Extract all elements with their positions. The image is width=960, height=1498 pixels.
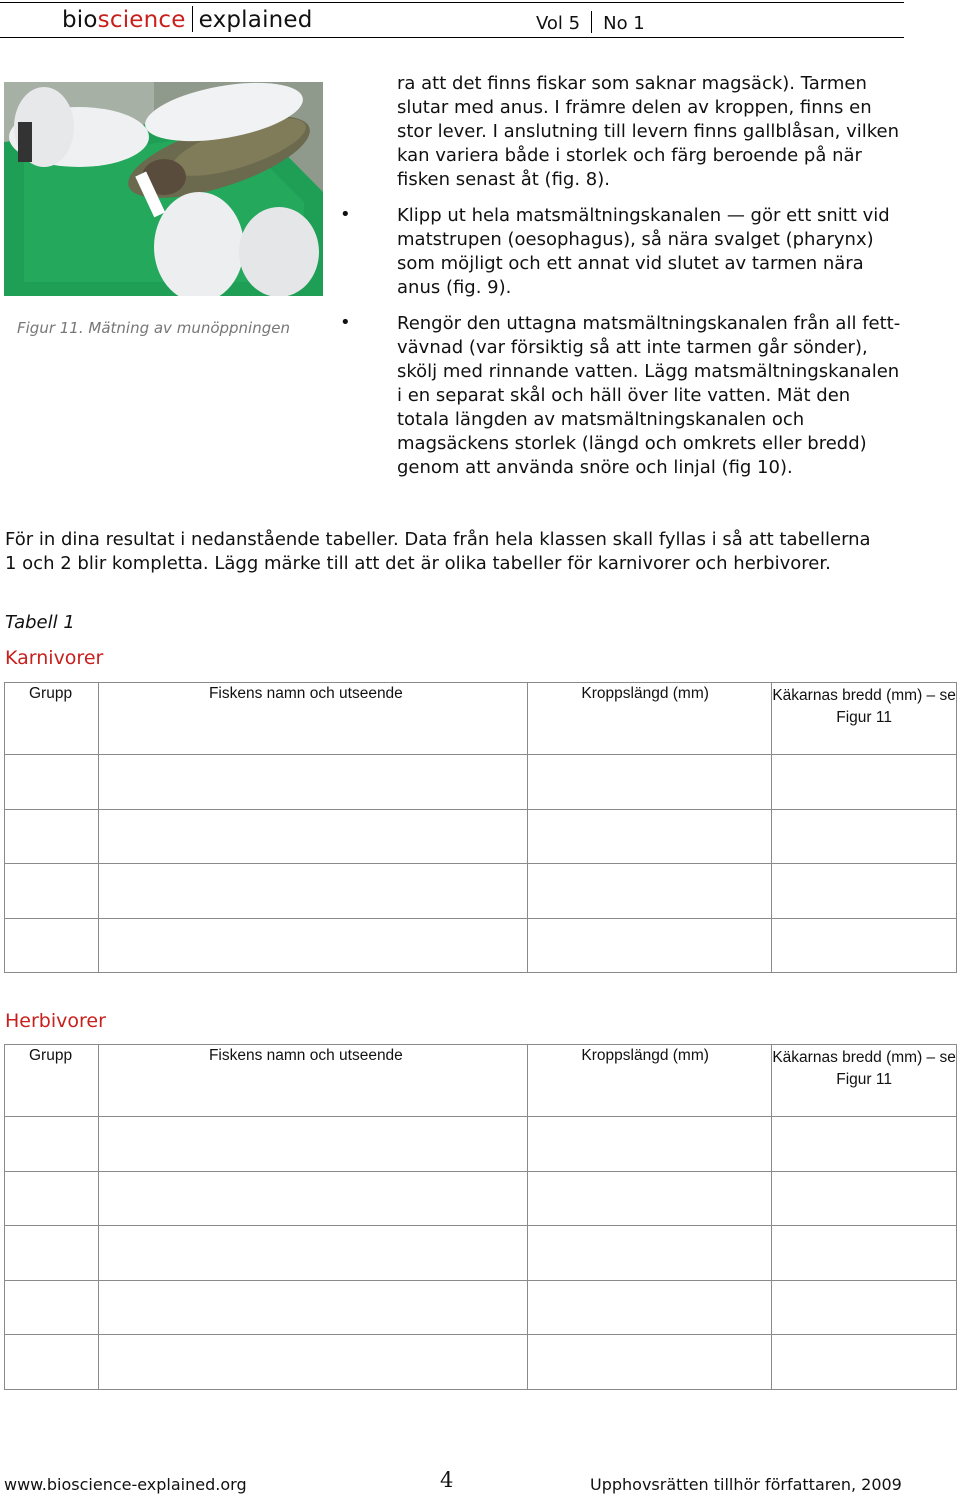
cell-fish-name[interactable]: [98, 755, 527, 810]
header-fish-name: Fiskens namn och utseende: [98, 1045, 527, 1117]
cell-fish-name[interactable]: [98, 864, 527, 919]
header-jaw-width: Käkarnas bredd (mm) – se Figur 11: [772, 1045, 957, 1117]
fish-measurement-photo: [4, 82, 323, 296]
table-row: [5, 918, 957, 973]
cell-body-length[interactable]: [528, 1171, 772, 1226]
volume-label: Vol 5: [536, 13, 581, 34]
header-body-length: Kroppslängd (mm): [528, 683, 772, 755]
cell-group[interactable]: [5, 1226, 99, 1281]
cell-body-length[interactable]: [528, 1226, 772, 1281]
cell-jaw-width[interactable]: [772, 918, 957, 973]
herbivores-title: Herbivorer: [5, 1010, 106, 1032]
figure-caption: Figur 11. Mätning av munöppningen: [17, 319, 290, 337]
cell-jaw-width[interactable]: [772, 1280, 957, 1335]
cell-body-length[interactable]: [528, 918, 772, 973]
table-header-row: [5, 683, 957, 755]
cell-fish-name[interactable]: [98, 1280, 527, 1335]
cell-jaw-width[interactable]: [772, 1226, 957, 1281]
brand-science: science: [97, 7, 186, 33]
cell-fish-name[interactable]: [98, 1226, 527, 1281]
cell-group[interactable]: [5, 1335, 99, 1390]
carnivores-title: Karnivorer: [5, 647, 104, 669]
table-label: Tabell 1: [5, 612, 75, 633]
cell-jaw-width[interactable]: [772, 1117, 957, 1172]
cell-group[interactable]: [5, 1171, 99, 1226]
bullet-item-2: Rengör den uttagna matsmältningskanalen från all fett-vävnad (var försiktig så att inte tarmen går sönder), skölj med rinnande vatten. Lägg matsmältningskanalen i en separat skål och häll över lite vatten. Mät den totala längden av matsmältningskanalen och magsäckens storlek (längd och omkrets eller bredd) genom att använda snöre och linjal (fig 10).: [397, 313, 901, 478]
cell-body-length[interactable]: [528, 1280, 772, 1335]
cell-jaw-width[interactable]: [772, 1335, 957, 1390]
header-body-length: Kroppslängd (mm): [528, 1045, 772, 1117]
bullet-marker: •: [340, 312, 351, 333]
cell-fish-name[interactable]: [98, 809, 527, 864]
cell-jaw-width[interactable]: [772, 1171, 957, 1226]
cell-group[interactable]: [5, 918, 99, 973]
table-row: [5, 864, 957, 919]
cell-body-length[interactable]: [528, 1117, 772, 1172]
header-rule-top: [0, 2, 904, 3]
intro-paragraph: För in dina resultat i nedanstående tabeller. Data från hela klassen skall fyllas i så att tabellerna 1 och 2 blir kompletta. Lägg märke till att det är olika tabeller för karnivorer och herbivorer.: [5, 529, 871, 574]
cell-group[interactable]: [5, 1280, 99, 1335]
header-group: Grupp: [5, 1045, 99, 1117]
cell-body-length[interactable]: [528, 809, 772, 864]
bullet-marker: •: [340, 204, 351, 225]
header-jaw-width: Käkarnas bredd (mm) – se Figur 11: [772, 683, 957, 755]
brand-bio: bio: [62, 7, 98, 33]
cell-group[interactable]: [5, 755, 99, 810]
cell-group[interactable]: [5, 1117, 99, 1172]
table-row: [5, 1117, 957, 1172]
cell-group[interactable]: [5, 864, 99, 919]
footer-copyright: Upphovsrätten tillhör författaren, 2009: [590, 1475, 902, 1494]
cell-jaw-width[interactable]: [772, 864, 957, 919]
table-row: [5, 1226, 957, 1281]
figure-11-photo: [4, 82, 323, 296]
table-row: [5, 755, 957, 810]
table-row: [5, 1171, 957, 1226]
brand-explained: explained: [198, 7, 313, 33]
brand-logo: [62, 6, 313, 33]
cell-fish-name[interactable]: [98, 1171, 527, 1226]
carnivores-table: [4, 682, 957, 973]
header-rule-bottom: [0, 37, 904, 38]
page-header: [0, 0, 904, 40]
issue-info: [536, 11, 645, 34]
cell-fish-name[interactable]: [98, 918, 527, 973]
cell-body-length[interactable]: [528, 755, 772, 810]
table-header-row: [5, 1045, 957, 1117]
cell-jaw-width[interactable]: [772, 809, 957, 864]
footer-url[interactable]: www.bioscience-explained.org: [4, 1475, 247, 1494]
header-group: Grupp: [5, 683, 99, 755]
cell-fish-name[interactable]: [98, 1117, 527, 1172]
page-number: 4: [440, 1468, 454, 1492]
bullet-item-1: Klipp ut hela matsmältningskanalen — gör ett snitt vid matstrupen (oesophagus), så nära svalget (pharynx) som möjligt och ett annat vid slutet av tarmen nära anus (fig. 9).: [397, 205, 890, 298]
cell-group[interactable]: [5, 809, 99, 864]
body-paragraph: ra att det finns fiskar som saknar magsäck). Tarmen slutar med anus. I främre delen av kroppen, finns en stor lever. I anslutning till levern finns gallblåsan, vilken kan variera både i storlek och färg beroende på när fisken senast åt (fig. 8).: [397, 73, 899, 190]
herbivores-table: [4, 1044, 957, 1390]
cell-fish-name[interactable]: [98, 1335, 527, 1390]
cell-body-length[interactable]: [528, 1335, 772, 1390]
table-row: [5, 1280, 957, 1335]
header-fish-name: Fiskens namn och utseende: [98, 683, 527, 755]
cell-body-length[interactable]: [528, 864, 772, 919]
issue-number: No 1: [603, 13, 645, 34]
cell-jaw-width[interactable]: [772, 755, 957, 810]
table-row: [5, 809, 957, 864]
table-row: [5, 1335, 957, 1390]
